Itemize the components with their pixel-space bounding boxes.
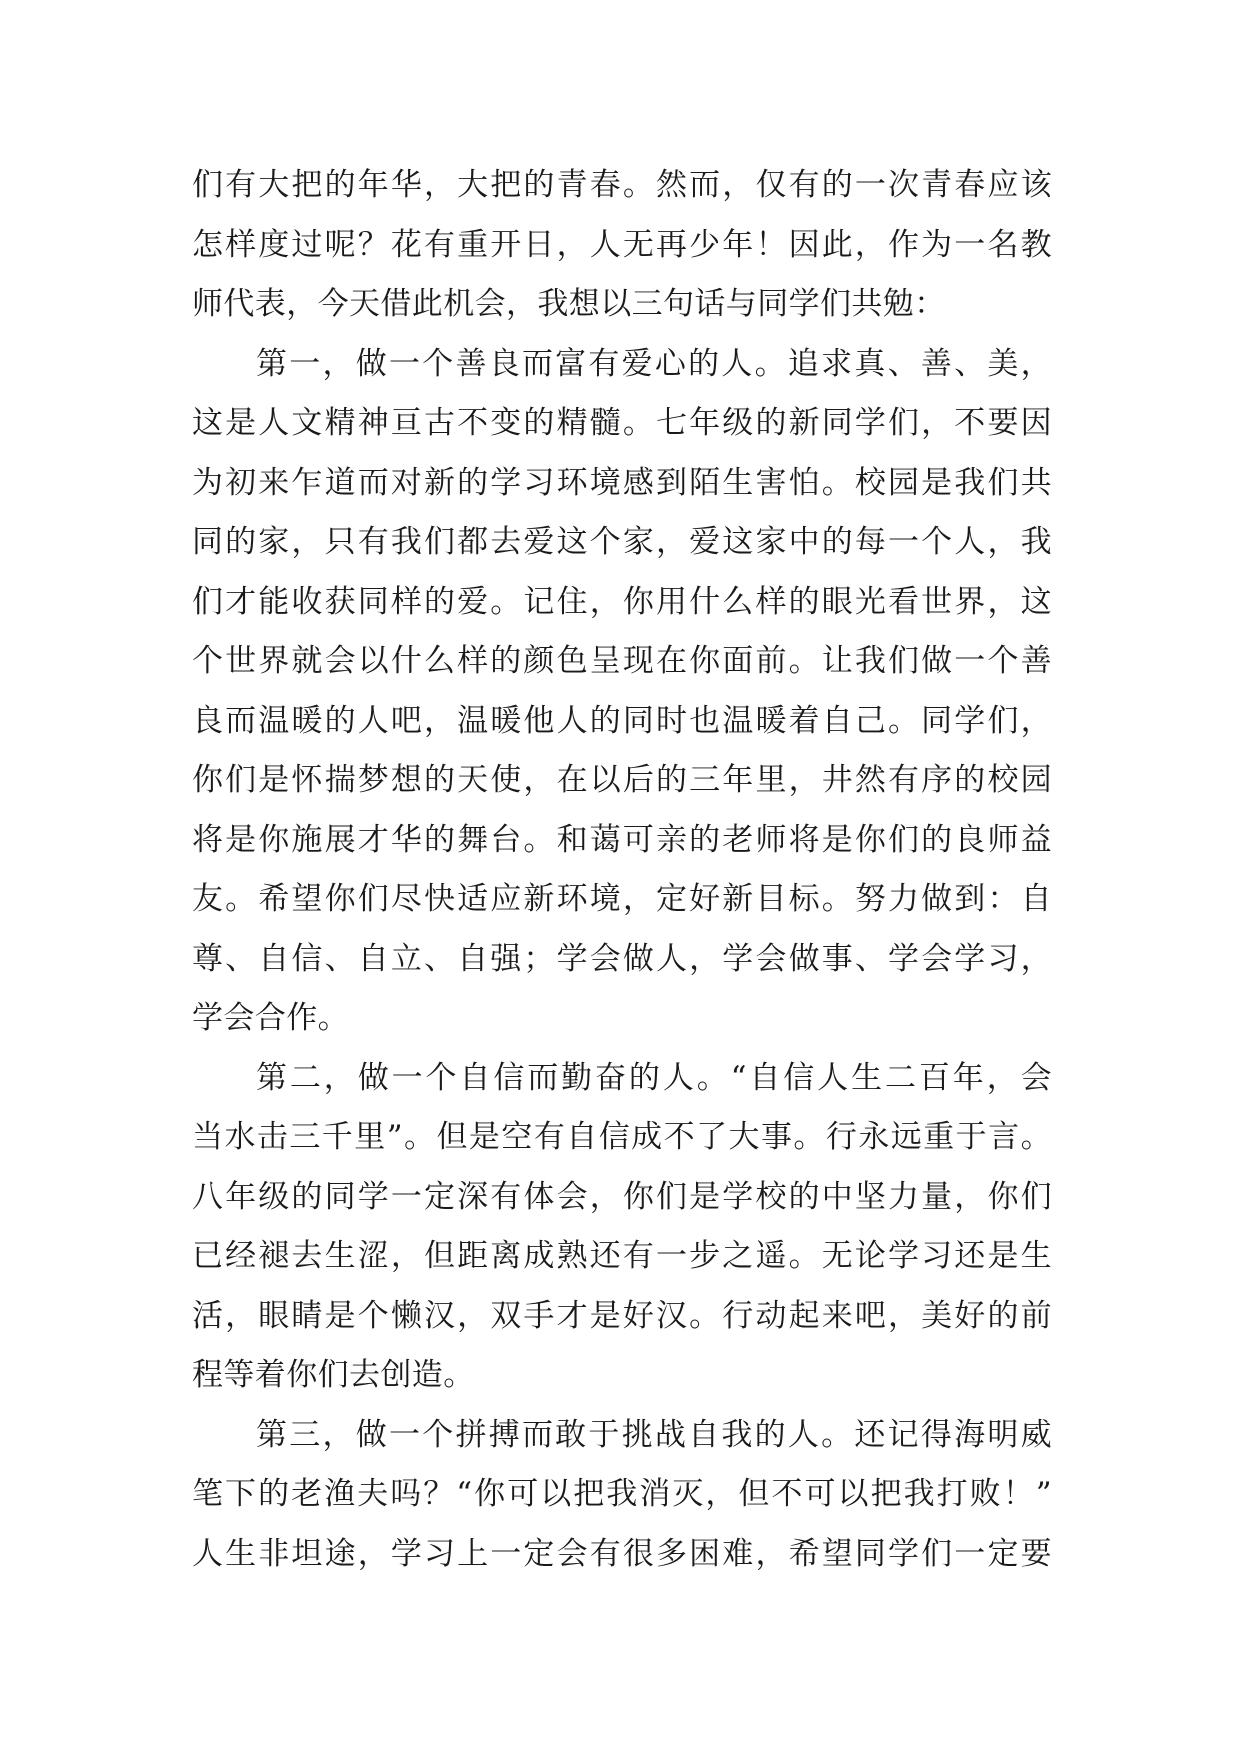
text-line: 师代表，今天借此机会，我想以三句话与同学们共勉： <box>192 286 946 322</box>
text-line: 良而温暖的人吧，温暖他人的同时也温暖着自己。同学们， <box>192 702 1052 739</box>
text-line: 为初来乍道而对新的学习环境感到陌生害怕。校园是我们共 <box>192 464 1052 501</box>
text-line: 已经褪去生涩，但距离成熟还有一步之遥。无论学习还是生 <box>192 1238 1052 1274</box>
text-line: 第三，做一个拼搏而敢于挑战自我的人。还记得海明威 <box>256 1416 1052 1453</box>
text-line: 你们是怀揣梦想的天使，在以后的三年里，井然有序的校园 <box>192 762 1052 798</box>
text-line: 第一，做一个善良而富有爱心的人。追求真、善、美， <box>256 345 1052 382</box>
text-line: 人生非坦途，学习上一定会有很多困难，希望同学们一定要 <box>192 1535 1052 1572</box>
body-text <box>192 156 1052 1584</box>
text-line: 第二，做一个自信而勤奋的人。“自信人生二百年，会 <box>256 1059 1052 1096</box>
text-line: 同的家，只有我们都去爱这个家，爱这家中的每一个人，我 <box>192 524 1052 560</box>
text-line: 尊、自信、自立、自强；学会做人，学会做事、学会学习， <box>192 940 1052 977</box>
text-line: 们有大把的年华，大把的青春。然而，仅有的一次青春应该 <box>192 167 1052 203</box>
text-line: 当水击三千里”。但是空有自信成不了大事。行永远重于言。 <box>192 1119 1052 1155</box>
text-line: 程等着你们去创造。 <box>192 1357 475 1393</box>
text-line: 们才能收获同样的爱。记住，你用什么样的眼光看世界，这 <box>192 583 1052 620</box>
text-line: 友。希望你们尽快适应新环境，定好新目标。努力做到：自 <box>192 881 1052 917</box>
text-line: 将是你施展才华的舞台。和蔼可亲的老师将是你们的良师益 <box>192 821 1052 858</box>
text-line: 个世界就会以什么样的颜色呈现在你面前。让我们做一个善 <box>192 643 1052 679</box>
text-line: 怎样度过呢？花有重开日，人无再少年！因此，作为一名教 <box>192 226 1052 263</box>
text-line: 八年级的同学一定深有体会，你们是学校的中坚力量，你们 <box>192 1178 1052 1215</box>
text-line: 笔下的老渔夫吗？“你可以把我消灭，但不可以把我打败！” <box>192 1476 1052 1512</box>
text-line: 这是人文精神亘古不变的精髓。七年级的新同学们，不要因 <box>192 405 1052 441</box>
text-line: 活，眼睛是个懒汉，双手才是好汉。行动起来吧，美好的前 <box>192 1297 1052 1334</box>
text-line: 学会合作。 <box>192 1000 349 1036</box>
